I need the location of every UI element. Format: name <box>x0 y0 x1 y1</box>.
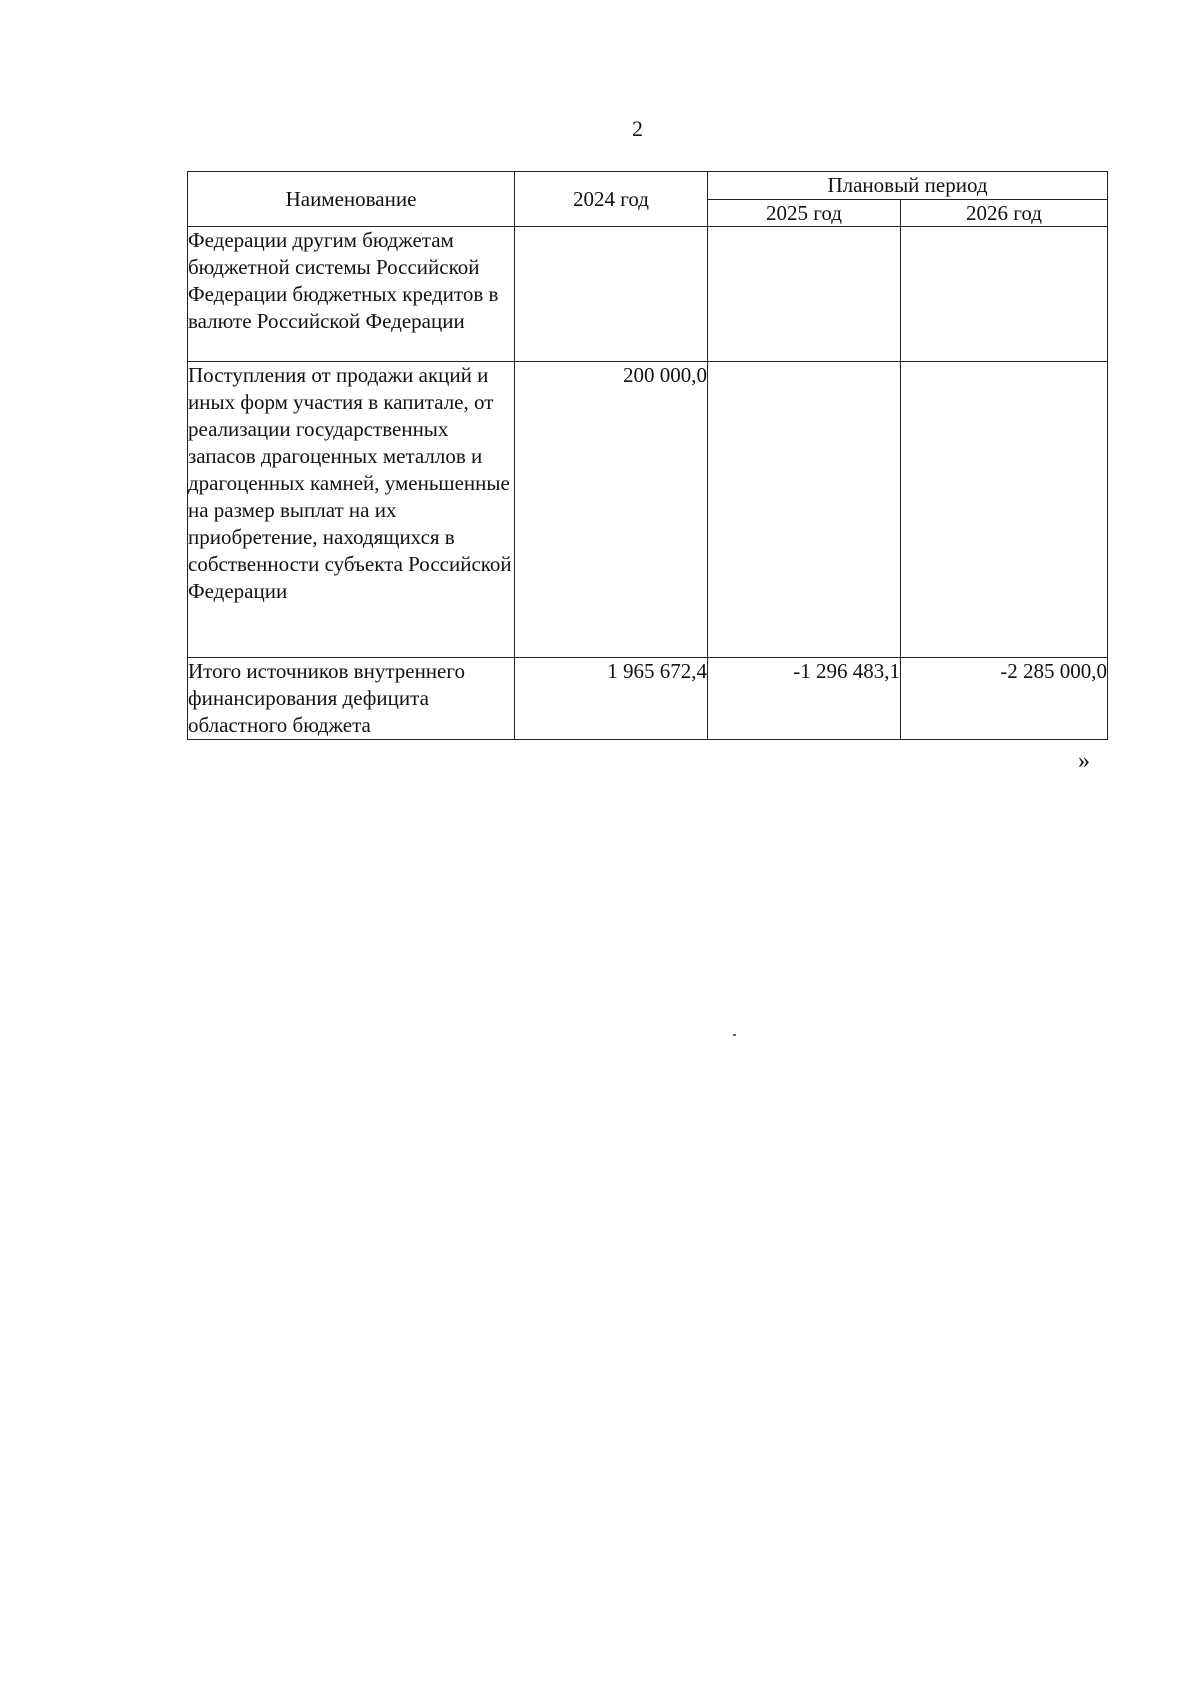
row-name: Федерации другим бюджетам бюджетной системы Российской Федерации бюджетных кредитов в валюте Российской Федерации <box>188 227 515 362</box>
row-value-2025 <box>708 227 901 362</box>
closing-quote: » <box>1078 748 1090 774</box>
header-planned-period: Плановый период <box>708 172 1108 200</box>
row-value-2024: 1 965 672,4 <box>515 658 708 740</box>
table-row <box>188 227 1108 362</box>
row-value-2025: -1 296 483,1 <box>708 658 901 740</box>
row-name: Итого источников внутреннего финансирования дефицита областного бюджета <box>188 658 515 740</box>
row-value-2026 <box>901 227 1108 362</box>
header-year-2025: 2025 год <box>708 199 901 227</box>
scan-speck <box>733 1034 736 1036</box>
row-value-2024 <box>515 227 708 362</box>
row-value-2026 <box>901 362 1108 658</box>
table-row <box>188 362 1108 658</box>
budget-sources-table <box>187 171 1108 740</box>
row-value-2025 <box>708 362 901 658</box>
header-name: Наименование <box>188 172 515 227</box>
row-value-2026: -2 285 000,0 <box>901 658 1108 740</box>
table-row <box>188 658 1108 740</box>
page-number: 2 <box>632 116 643 141</box>
row-name: Поступления от продажи акций и иных форм участия в капитале, от реализации государственных запасов драгоценных металлов и драгоценных камней, уменьшенные на размер выплат на их приобретение, находящихся в собственности субъекта Российской Федерации <box>188 362 515 658</box>
row-value-2024: 200 000,0 <box>515 362 708 658</box>
header-year-2026: 2026 год <box>901 199 1108 227</box>
table-header <box>188 172 1108 227</box>
header-year-2024: 2024 год <box>515 172 708 227</box>
